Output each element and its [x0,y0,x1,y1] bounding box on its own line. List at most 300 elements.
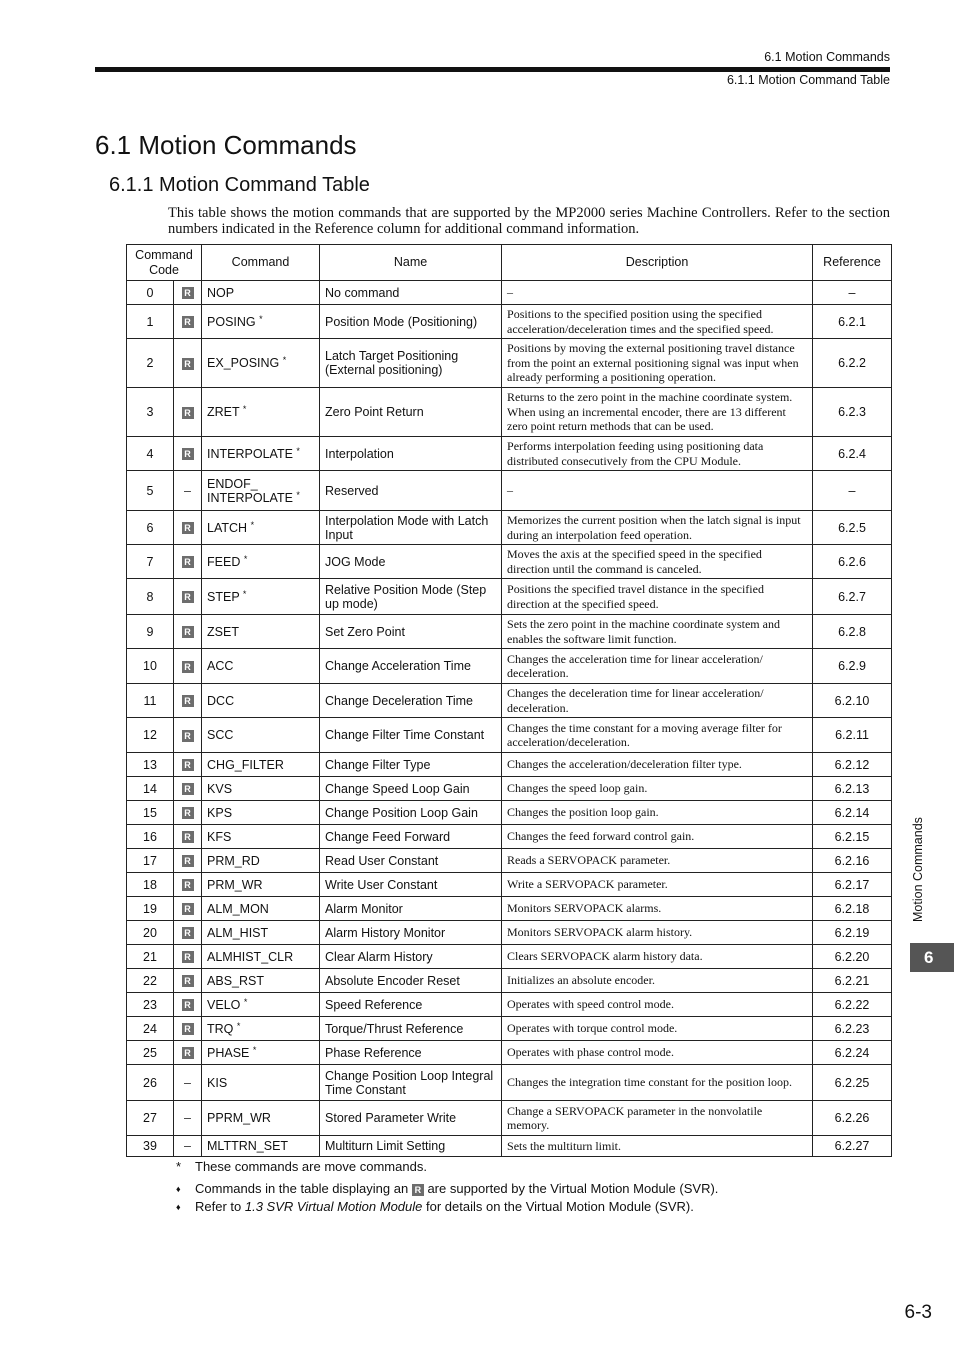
cell-code: 20 [127,921,174,945]
cell-description: Performs interpolation feeding using positioning data distributed consecutively from the CPU Module. [502,437,813,471]
command-text: STEP [207,589,240,604]
cell-command [202,615,320,649]
motion-command-table [126,244,892,1157]
cell-svr [174,281,202,305]
svr-r-icon: R [182,1023,194,1035]
command-text: EX_POSING [207,356,280,370]
table-row [127,437,892,471]
cell-name: Multiturn Limit Setting [320,1136,502,1157]
note-text [195,1198,694,1216]
cell-svr [174,945,202,969]
cell-description: Monitors SERVOPACK alarms. [502,897,813,921]
move-command-asterisk: * [242,404,247,414]
cell-reference: 6.2.19 [813,921,892,945]
cell-reference: 6.2.26 [813,1101,892,1136]
cell-svr [174,849,202,873]
command-text: VELO [207,997,241,1012]
cell-command [202,1136,320,1157]
cell-svr [174,753,202,777]
cell-code: 14 [127,777,174,801]
cell-name: Phase Reference [320,1041,502,1065]
svr-r-icon: R [182,783,194,795]
bullet-icon: ♦ [176,1184,181,1194]
cell-description: Monitors SERVOPACK alarm history. [502,921,813,945]
cell-name: JOG Mode [320,545,502,579]
cell-svr [174,305,202,339]
svr-r-icon: R [182,855,194,867]
cross-reference-link[interactable]: 1.3 SVR Virtual Motion Module [244,1199,423,1214]
cell-name: Change Acceleration Time [320,649,502,684]
cell-reference: 6.2.1 [813,305,892,339]
cell-code: 12 [127,718,174,753]
cell-svr [174,471,202,511]
move-command-asterisk: * [282,355,287,365]
running-header-section: 6.1 Motion Commands [764,50,890,64]
table-row [127,649,892,684]
cell-description: Moves the axis at the specified speed in the specified direction until the command is canceled. [502,545,813,579]
cell-command [202,921,320,945]
cell-description: Changes the deceleration time for linear acceleration/ deceleration. [502,684,813,718]
table-row [127,801,892,825]
cell-command [202,801,320,825]
move-command-asterisk: * [250,519,255,530]
cell-reference: 6.2.17 [813,873,892,897]
page-number: 6-3 [904,1302,932,1323]
table-row [127,873,892,897]
cell-command [202,897,320,921]
cell-reference: – [813,281,892,305]
table-row [127,921,892,945]
cell-svr [174,801,202,825]
command-text: PRM_RD [207,853,260,868]
command-text: DCC [207,693,235,708]
command-text: KFS [207,829,232,844]
cell-svr [174,684,202,718]
table-row [127,777,892,801]
table-row [127,471,892,511]
header-rule [95,67,890,72]
cell-command [202,579,320,615]
cell-name: Zero Point Return [320,388,502,437]
command-text: FEED [207,554,241,569]
svr-r-icon: R [182,951,194,963]
cell-command [202,649,320,684]
svr-r-icon: R [182,661,194,673]
svr-r-icon: R [182,999,194,1011]
svr-r-icon: R [182,831,194,843]
cell-command [202,849,320,873]
cell-description: Memorizes the current position when the latch signal is input during an interpolation feed operation. [502,511,813,545]
cell-command [202,545,320,579]
table-row [127,993,892,1017]
cell-svr [174,873,202,897]
cell-description: Positions the specified travel distance in the specified direction at the specified speed. [502,579,813,615]
note-text-after: for details on the Virtual Motion Module (SVR). [422,1199,694,1214]
cell-name: Change Position Loop Integral Time Constant [320,1065,502,1101]
cell-name: Absolute Encoder Reset [320,969,502,993]
cell-description: Changes the integration time constant for the position loop. [502,1065,813,1101]
cell-code: 3 [127,388,174,437]
cell-code: 19 [127,897,174,921]
command-text: KIS [207,1075,228,1090]
cell-reference: 6.2.4 [813,437,892,471]
cell-name: Set Zero Point [320,615,502,649]
cell-name: Read User Constant [320,849,502,873]
cell-description: Operates with phase control mode. [502,1041,813,1065]
cell-code: 22 [127,969,174,993]
cell-name: Clear Alarm History [320,945,502,969]
cell-description: Initializes an absolute encoder. [502,969,813,993]
svr-r-icon: R [182,358,194,370]
cell-code: 25 [127,1041,174,1065]
cell-reference: 6.2.22 [813,993,892,1017]
svr-r-icon: R [182,448,194,460]
cell-description: Change a SERVOPACK parameter in the nonvolatile memory. [502,1101,813,1136]
cell-command [202,511,320,545]
cell-name: Change Filter Time Constant [320,718,502,753]
cell-code: 9 [127,615,174,649]
cell-description: Changes the speed loop gain. [502,777,813,801]
cell-command [202,1017,320,1041]
cell-description: Changes the position loop gain. [502,801,813,825]
table-row [127,305,892,339]
cell-name: Speed Reference [320,993,502,1017]
cell-name: Latch Target Positioning (External positioning) [320,339,502,388]
command-text: LATCH [207,520,248,535]
cell-reference: 6.2.18 [813,897,892,921]
cell-command [202,305,320,339]
cell-command [202,684,320,718]
svr-r-icon: R [182,316,194,328]
table-row [127,753,892,777]
cell-description: Positions by moving the external positioning travel distance from the point an external positioning signal was input when already performing a positioning operation. [502,339,813,388]
cell-code: 11 [127,684,174,718]
svr-r-icon: R [182,591,194,603]
svr-r-icon: R [412,1184,424,1196]
cell-command [202,969,320,993]
command-text: NOP [207,285,235,300]
table-row [127,545,892,579]
table-row [127,1017,892,1041]
cell-svr [174,921,202,945]
cell-name: Relative Position Mode (Step up mode) [320,579,502,615]
intro-paragraph: This table shows the motion commands that are supported by the MP2000 series Machine Controllers. Refer to the section numbers indicated in the Reference column for additional command information. [168,205,890,237]
table-row [127,579,892,615]
header-name: Name [320,245,502,281]
cell-description: Write a SERVOPACK parameter. [502,873,813,897]
header-description: Description [502,245,813,281]
cell-svr [174,825,202,849]
table-row [127,1041,892,1065]
cell-command [202,753,320,777]
table-row [127,849,892,873]
cell-reference: 6.2.25 [813,1065,892,1101]
bullet-icon: ♦ [176,1202,181,1212]
cell-svr [174,969,202,993]
cell-code: 17 [127,849,174,873]
cell-svr [174,993,202,1017]
chapter-tab: 6 [910,943,954,972]
cell-svr [174,1065,202,1101]
table-row [127,684,892,718]
cell-reference: 6.2.10 [813,684,892,718]
cell-reference: 6.2.7 [813,579,892,615]
svr-r-icon: R [182,759,194,771]
cell-code: 6 [127,511,174,545]
cell-description: – [502,281,813,305]
command-text: PRM_WR [207,877,263,892]
no-svr-dash: – [184,1139,191,1153]
table-row [127,897,892,921]
cell-reference: 6.2.12 [813,753,892,777]
cell-command [202,437,320,471]
cell-code: 23 [127,993,174,1017]
cell-command [202,388,320,437]
table-body [127,281,892,1157]
cell-name: Alarm History Monitor [320,921,502,945]
cell-reference: 6.2.11 [813,718,892,753]
cell-name: Change Filter Type [320,753,502,777]
table-row [127,281,892,305]
no-svr-dash: – [184,1111,191,1125]
cell-command [202,945,320,969]
svr-r-icon: R [182,807,194,819]
command-text: KPS [207,805,233,820]
asterisk-mark: * [176,1159,182,1174]
command-text: TRQ [207,1021,234,1036]
cell-description: Operates with torque control mode. [502,1017,813,1041]
cell-svr [174,615,202,649]
cell-svr [174,777,202,801]
cell-reference: 6.2.20 [813,945,892,969]
command-text: MLTTRN_SET [207,1139,289,1153]
cell-description: Sets the zero point in the machine coordinate system and enables the software limit function. [502,615,813,649]
cell-svr [174,1136,202,1157]
cell-reference: – [813,471,892,511]
cell-description: Changes the feed forward control gain. [502,825,813,849]
svr-r-icon: R [182,287,194,299]
cell-code: 26 [127,1065,174,1101]
cell-reference: 6.2.14 [813,801,892,825]
cell-reference: 6.2.13 [813,777,892,801]
cell-description: Operates with speed control mode. [502,993,813,1017]
cell-code: 0 [127,281,174,305]
cell-code: 8 [127,579,174,615]
cell-svr [174,897,202,921]
cell-code: 7 [127,545,174,579]
cell-svr [174,579,202,615]
table-row [127,388,892,437]
table-row [127,945,892,969]
cell-name: Alarm Monitor [320,897,502,921]
cell-code: 21 [127,945,174,969]
table-row [127,969,892,993]
running-header-subsection: 6.1.1 Motion Command Table [726,73,890,87]
cell-reference: 6.2.3 [813,388,892,437]
command-text: ALMHIST_CLR [207,949,294,964]
table-row [127,1101,892,1136]
cell-code: 16 [127,825,174,849]
section-title: 6.1.1 Motion Command Table [109,174,370,196]
cell-svr [174,1017,202,1041]
svr-r-icon: R [182,903,194,915]
svr-r-icon: R [182,975,194,987]
cell-reference: 6.2.27 [813,1136,892,1157]
cell-description: Changes the acceleration time for linear acceleration/ deceleration. [502,649,813,684]
move-command-asterisk: * [296,489,300,500]
note-text-after: are supported by the Virtual Motion Module (SVR). [427,1181,719,1196]
page-title: 6.1 Motion Commands [95,130,357,160]
cell-command [202,1101,320,1136]
cell-command [202,339,320,388]
cell-description: Clears SERVOPACK alarm history data. [502,945,813,969]
header-command-code: Command Code [127,245,202,281]
table-row [127,339,892,388]
cell-command [202,1065,320,1101]
cell-name: Change Feed Forward [320,825,502,849]
cell-description: – [502,471,813,511]
svr-r-icon: R [182,927,194,939]
move-command-asterisk: * [243,553,248,564]
cell-command [202,825,320,849]
cell-reference: 6.2.21 [813,969,892,993]
cell-code: 27 [127,1101,174,1136]
svr-r-icon: R [182,1047,194,1059]
cell-description: Positions to the specified position using the specified acceleration/deceleration times and the specified speed. [502,305,813,339]
cell-command [202,993,320,1017]
cell-code: 2 [127,339,174,388]
no-svr-dash: – [184,483,191,498]
command-text: PHASE [207,1045,250,1060]
cell-code: 18 [127,873,174,897]
cell-reference: 6.2.24 [813,1041,892,1065]
table-header-row [127,245,892,281]
cell-name: Change Deceleration Time [320,684,502,718]
cell-reference: 6.2.23 [813,1017,892,1041]
cell-svr [174,545,202,579]
table-row [127,1065,892,1101]
cell-name: Torque/Thrust Reference [320,1017,502,1041]
cell-name: Position Mode (Positioning) [320,305,502,339]
cell-reference: 6.2.5 [813,511,892,545]
cell-code: 24 [127,1017,174,1041]
cell-svr [174,649,202,684]
header-command: Command [202,245,320,281]
chapter-side-label: Motion Commands [911,817,925,922]
move-command-asterisk: * [252,1044,257,1055]
command-text: SCC [207,728,234,742]
svr-r-icon: R [182,695,194,707]
cell-name: Stored Parameter Write [320,1101,502,1136]
cell-command [202,777,320,801]
cell-code: 1 [127,305,174,339]
command-text: PPRM_WR [207,1111,271,1125]
cell-svr [174,1041,202,1065]
no-svr-dash: – [184,1075,191,1090]
cell-name: Change Speed Loop Gain [320,777,502,801]
cell-command [202,873,320,897]
cell-command [202,1041,320,1065]
cell-svr [174,388,202,437]
note-text-before: Refer to [195,1199,245,1214]
move-command-asterisk: * [242,588,247,599]
cell-name: Change Position Loop Gain [320,801,502,825]
table-row [127,825,892,849]
command-text: CHG_FILTER [207,757,284,772]
cell-description: Changes the acceleration/deceleration filter type. [502,753,813,777]
cell-name: No command [320,281,502,305]
cell-code: 10 [127,649,174,684]
cell-reference: 6.2.2 [813,339,892,388]
command-text: KVS [207,781,233,796]
cell-description: Reads a SERVOPACK parameter. [502,849,813,873]
cell-name: Interpolation [320,437,502,471]
table-row [127,718,892,753]
move-command-asterisk: * [296,445,300,456]
note-text-before: Commands in the table displaying an [195,1181,409,1196]
cell-svr [174,718,202,753]
cell-reference: 6.2.9 [813,649,892,684]
cell-code: 13 [127,753,174,777]
svr-r-icon: R [182,522,194,534]
note-text [195,1180,718,1198]
cell-reference: 6.2.8 [813,615,892,649]
svr-r-icon: R [182,879,194,891]
cell-code: 5 [127,471,174,511]
move-command-asterisk: * [259,313,263,324]
cell-description: Changes the time constant for a moving average filter for acceleration/deceleration. [502,718,813,753]
command-text: ZRET [207,405,240,419]
command-text: INTERPOLATE [207,446,293,461]
cell-name: Interpolation Mode with Latch Input [320,511,502,545]
header-reference: Reference [813,245,892,281]
cell-reference: 6.2.15 [813,825,892,849]
cell-description: Returns to the zero point in the machine coordinate system. When using an incremental encoder, there are 13 different zero point return methods that can be used. [502,388,813,437]
cell-svr [174,339,202,388]
command-text: ABS_RST [207,973,264,988]
cell-name: Reserved [320,471,502,511]
move-command-asterisk: * [243,996,248,1007]
command-text: ALM_MON [207,901,269,916]
note-text: These commands are move commands. [195,1159,427,1174]
command-text: ENDOF_ INTERPOLATE [207,476,293,505]
cell-description: Sets the multiturn limit. [502,1136,813,1157]
cell-reference: 6.2.6 [813,545,892,579]
command-text: POSING [207,314,256,329]
cell-code: 4 [127,437,174,471]
cell-command [202,471,320,511]
command-text: ALM_HIST [207,925,269,940]
svr-r-icon: R [182,407,194,419]
cell-svr [174,1101,202,1136]
cell-reference: 6.2.16 [813,849,892,873]
svr-r-icon: R [182,626,194,638]
table-row [127,1136,892,1157]
cell-command [202,281,320,305]
svr-r-icon: R [182,556,194,568]
cell-name: Write User Constant [320,873,502,897]
table-row [127,615,892,649]
command-text: ZSET [207,624,239,639]
cell-code: 15 [127,801,174,825]
command-text: ACC [207,659,234,673]
table-row [127,511,892,545]
cell-svr [174,437,202,471]
svr-r-icon: R [182,730,194,742]
move-command-asterisk: * [236,1020,241,1031]
cell-svr [174,511,202,545]
cell-code: 39 [127,1136,174,1157]
